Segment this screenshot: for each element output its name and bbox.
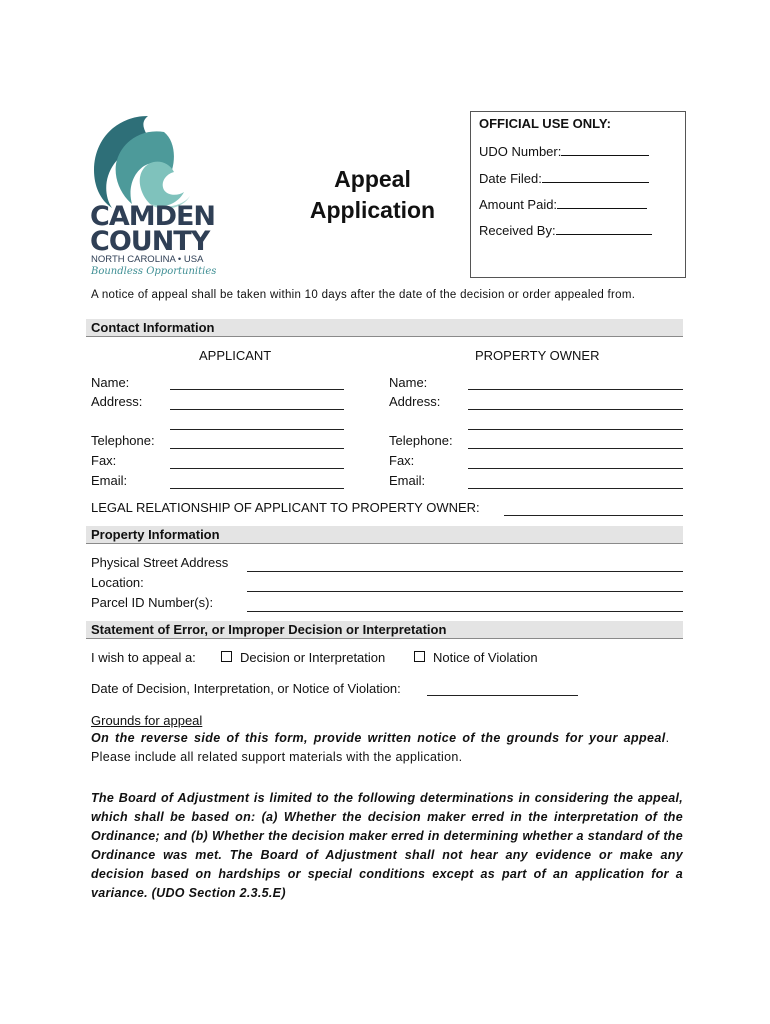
applicant-telephone-label: Telephone:	[91, 433, 155, 448]
received-by-label: Received By:	[479, 223, 556, 238]
owner-column-label: PROPERTY OWNER	[475, 348, 600, 363]
parcel-id-label: Parcel ID Number(s):	[91, 595, 214, 610]
wave-emblem-icon	[86, 112, 216, 212]
grounds-instruction	[91, 731, 683, 745]
owner-telephone-field[interactable]	[468, 448, 683, 449]
owner-address-label: Address:	[389, 394, 441, 409]
property-section-header: Property Information	[86, 526, 683, 544]
applicant-fax-field[interactable]	[170, 468, 344, 469]
relationship-label: LEGAL RELATIONSHIP OF APPLICANT TO PROPERTY OWNER:	[91, 500, 480, 515]
grounds-instruction-period: .	[665, 731, 670, 745]
applicant-column-label: APPLICANT	[199, 348, 272, 363]
violation-option-label: Notice of Violation	[433, 650, 538, 665]
applicant-name-field[interactable]	[170, 389, 344, 390]
udo-number-label: UDO Number:	[479, 144, 562, 159]
decision-date-field[interactable]	[427, 695, 578, 696]
owner-name-label: Name:	[389, 375, 428, 390]
relationship-field[interactable]	[504, 515, 683, 516]
decision-date-label: Date of Decision, Interpretation, or Notice of Violation:	[91, 681, 401, 696]
street-address-label: Physical Street Address	[91, 555, 229, 570]
contact-section-header: Contact Information	[86, 319, 683, 337]
grounds-heading: Grounds for appeal	[91, 713, 203, 728]
received-by-field[interactable]	[556, 222, 652, 235]
owner-name-field[interactable]	[468, 389, 683, 390]
applicant-email-label: Email:	[91, 473, 128, 488]
logo-county-text: COUNTY	[90, 226, 210, 257]
logo-camden-text: CAMDEN	[90, 201, 216, 232]
applicant-address-field-2[interactable]	[170, 429, 344, 430]
decision-option[interactable]	[221, 650, 385, 665]
form-title	[300, 164, 445, 226]
applicant-address-field[interactable]	[170, 409, 344, 410]
grounds-instruction-text: On the reverse side of this form, provide written notice of the grounds for your appeal	[91, 731, 666, 745]
applicant-fax-label: Fax:	[91, 453, 117, 468]
official-use-heading: OFFICIAL USE ONLY:	[479, 116, 611, 131]
owner-fax-label: Fax:	[389, 453, 415, 468]
udo-number-row	[479, 143, 649, 159]
board-determinations-paragraph: The Board of Adjustment is limited to the following determinations in considering the appeal, which shall be based on: (a) Whether the decision maker erred in the interpretation of the Ordinance; and (b) Whether the decision maker erred in determining whether a standard of the Ordinance was met. The Board of Adjustment shall not hear any evidence or make any decision based on hardships or special conditions except as part of an application for a variance. (UDO Section 2.3.5.E)	[91, 791, 683, 900]
applicant-email-field[interactable]	[170, 488, 344, 489]
camden-county-logo	[86, 112, 216, 282]
grounds-materials: Please include all related support materials with the application.	[91, 750, 463, 764]
parcel-id-field[interactable]	[247, 611, 683, 612]
amount-paid-label: Amount Paid:	[479, 197, 558, 212]
appeal-prompt: I wish to appeal a:	[91, 650, 196, 665]
applicant-telephone-field[interactable]	[170, 448, 344, 449]
amount-paid-field[interactable]	[557, 196, 647, 209]
amount-paid-row	[479, 196, 647, 212]
location-field[interactable]	[247, 591, 683, 592]
received-by-row	[479, 222, 652, 238]
owner-email-field[interactable]	[468, 488, 683, 489]
logo-tagline: Boundless Opportunities	[91, 266, 217, 277]
date-filed-row	[479, 170, 649, 186]
violation-checkbox[interactable]	[414, 651, 425, 662]
owner-fax-field[interactable]	[468, 468, 683, 469]
udo-number-field[interactable]	[561, 143, 649, 156]
applicant-address-label: Address:	[91, 394, 143, 409]
date-filed-label: Date Filed:	[479, 171, 542, 186]
date-filed-field[interactable]	[542, 170, 649, 183]
logo-state-text: NORTH CAROLINA • USA	[91, 254, 204, 265]
applicant-name-label: Name:	[91, 375, 130, 390]
statement-section-header: Statement of Error, or Improper Decision or Interpretation	[86, 621, 683, 639]
decision-checkbox[interactable]	[221, 651, 232, 662]
violation-option[interactable]	[414, 650, 538, 665]
owner-email-label: Email:	[389, 473, 426, 488]
location-label: Location:	[91, 575, 144, 590]
owner-address-field-2[interactable]	[468, 429, 683, 430]
decision-option-label: Decision or Interpretation	[240, 650, 386, 665]
owner-telephone-label: Telephone:	[389, 433, 453, 448]
street-address-field[interactable]	[247, 571, 683, 572]
title-line-1: Appeal	[334, 166, 411, 192]
title-line-2: Application	[309, 197, 436, 223]
official-use-box	[470, 111, 686, 278]
owner-address-field[interactable]	[468, 409, 683, 410]
appeal-notice: A notice of appeal shall be taken within 10 days after the date of the decision or order appealed from.	[91, 289, 636, 301]
